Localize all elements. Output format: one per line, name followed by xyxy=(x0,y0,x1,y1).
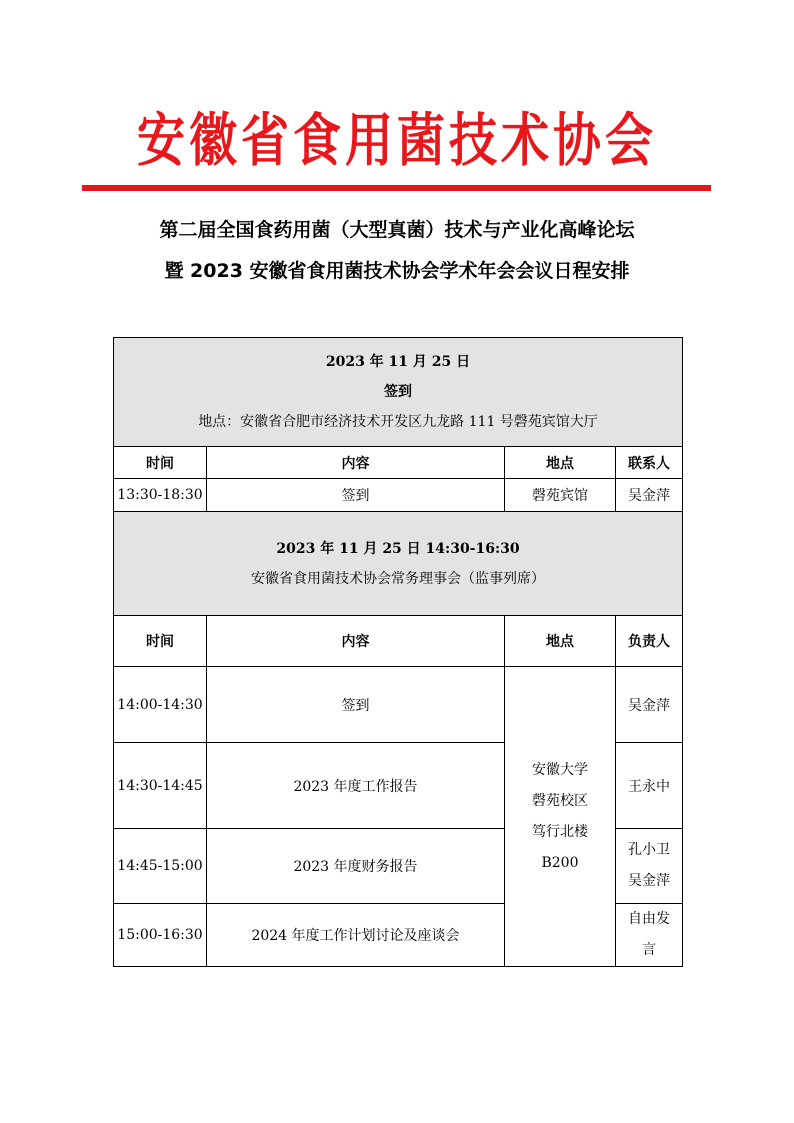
row-person: 吴金萍 xyxy=(616,667,683,743)
col-header-content: 内容 xyxy=(207,447,505,479)
col-header-responsible: 负责人 xyxy=(616,616,683,667)
col-header-time: 时间 xyxy=(114,616,207,667)
section-2-column-headers xyxy=(114,616,683,667)
row-content: 2023 年度工作报告 xyxy=(207,743,505,829)
person-line: 言 xyxy=(642,942,656,958)
col-header-content: 内容 xyxy=(207,616,505,667)
section-1-date: 2023 年 11 月 25 日 xyxy=(325,354,471,370)
row-person: 吴金萍 xyxy=(616,479,683,512)
section-1-location: 地点：安徽省合肥市经济技术开发区九龙路 111 号磬苑宾馆大厅 xyxy=(198,414,598,430)
person-line: 孔小卫 xyxy=(628,842,670,858)
section-2-name: 安徽省食用菌技术协会常务理事会（监事列席） xyxy=(251,570,545,587)
row-time: 15:00-16:30 xyxy=(114,904,207,967)
col-header-place: 地点 xyxy=(505,616,616,667)
section-1-name: 签到 xyxy=(384,384,412,400)
row-person: 王永中 xyxy=(616,743,683,829)
section-2-date-time: 2023 年 11 月 25 日 14:30-16:30 xyxy=(276,540,520,557)
row-time: 13:30-18:30 xyxy=(114,479,207,512)
meeting-place xyxy=(505,667,616,967)
place-line: 笃行北楼 xyxy=(532,823,588,840)
table-row xyxy=(114,479,683,512)
row-content: 签到 xyxy=(207,479,505,512)
schedule-table xyxy=(113,337,683,967)
row-person xyxy=(616,829,683,904)
letterhead: 安徽省食用菌技术协会 xyxy=(136,107,657,175)
title-line-2: 暨 2023 安徽省食用菌技术协会学术年会会议日程安排 xyxy=(164,260,630,282)
section-2-banner xyxy=(114,512,683,616)
row-time: 14:30-14:45 xyxy=(114,743,207,829)
col-header-time: 时间 xyxy=(114,447,207,479)
section-1-header xyxy=(114,338,683,447)
letterhead-rule xyxy=(82,185,711,191)
section-1-column-headers xyxy=(114,447,683,479)
place-line: 磬苑校区 xyxy=(532,792,588,809)
person-line: 自由发 xyxy=(628,911,670,927)
row-person xyxy=(616,904,683,967)
table-row xyxy=(114,667,683,743)
row-content: 2023 年度财务报告 xyxy=(207,829,505,904)
person-line: 吴金萍 xyxy=(628,873,670,889)
row-content: 2024 年度工作计划讨论及座谈会 xyxy=(207,904,505,967)
place-line: B200 xyxy=(541,854,579,871)
row-content: 签到 xyxy=(207,667,505,743)
col-header-contact: 联系人 xyxy=(616,447,683,479)
section-2-header xyxy=(114,512,683,616)
section-1-banner xyxy=(114,338,683,447)
col-header-place: 地点 xyxy=(505,447,616,479)
row-place: 磬苑宾馆 xyxy=(505,479,616,512)
place-line: 安徽大学 xyxy=(532,761,588,778)
row-time: 14:00-14:30 xyxy=(114,667,207,743)
row-time: 14:45-15:00 xyxy=(114,829,207,904)
title-line-1: 第二届全国食药用菌（大型真菌）技术与产业化高峰论坛 xyxy=(159,219,635,241)
